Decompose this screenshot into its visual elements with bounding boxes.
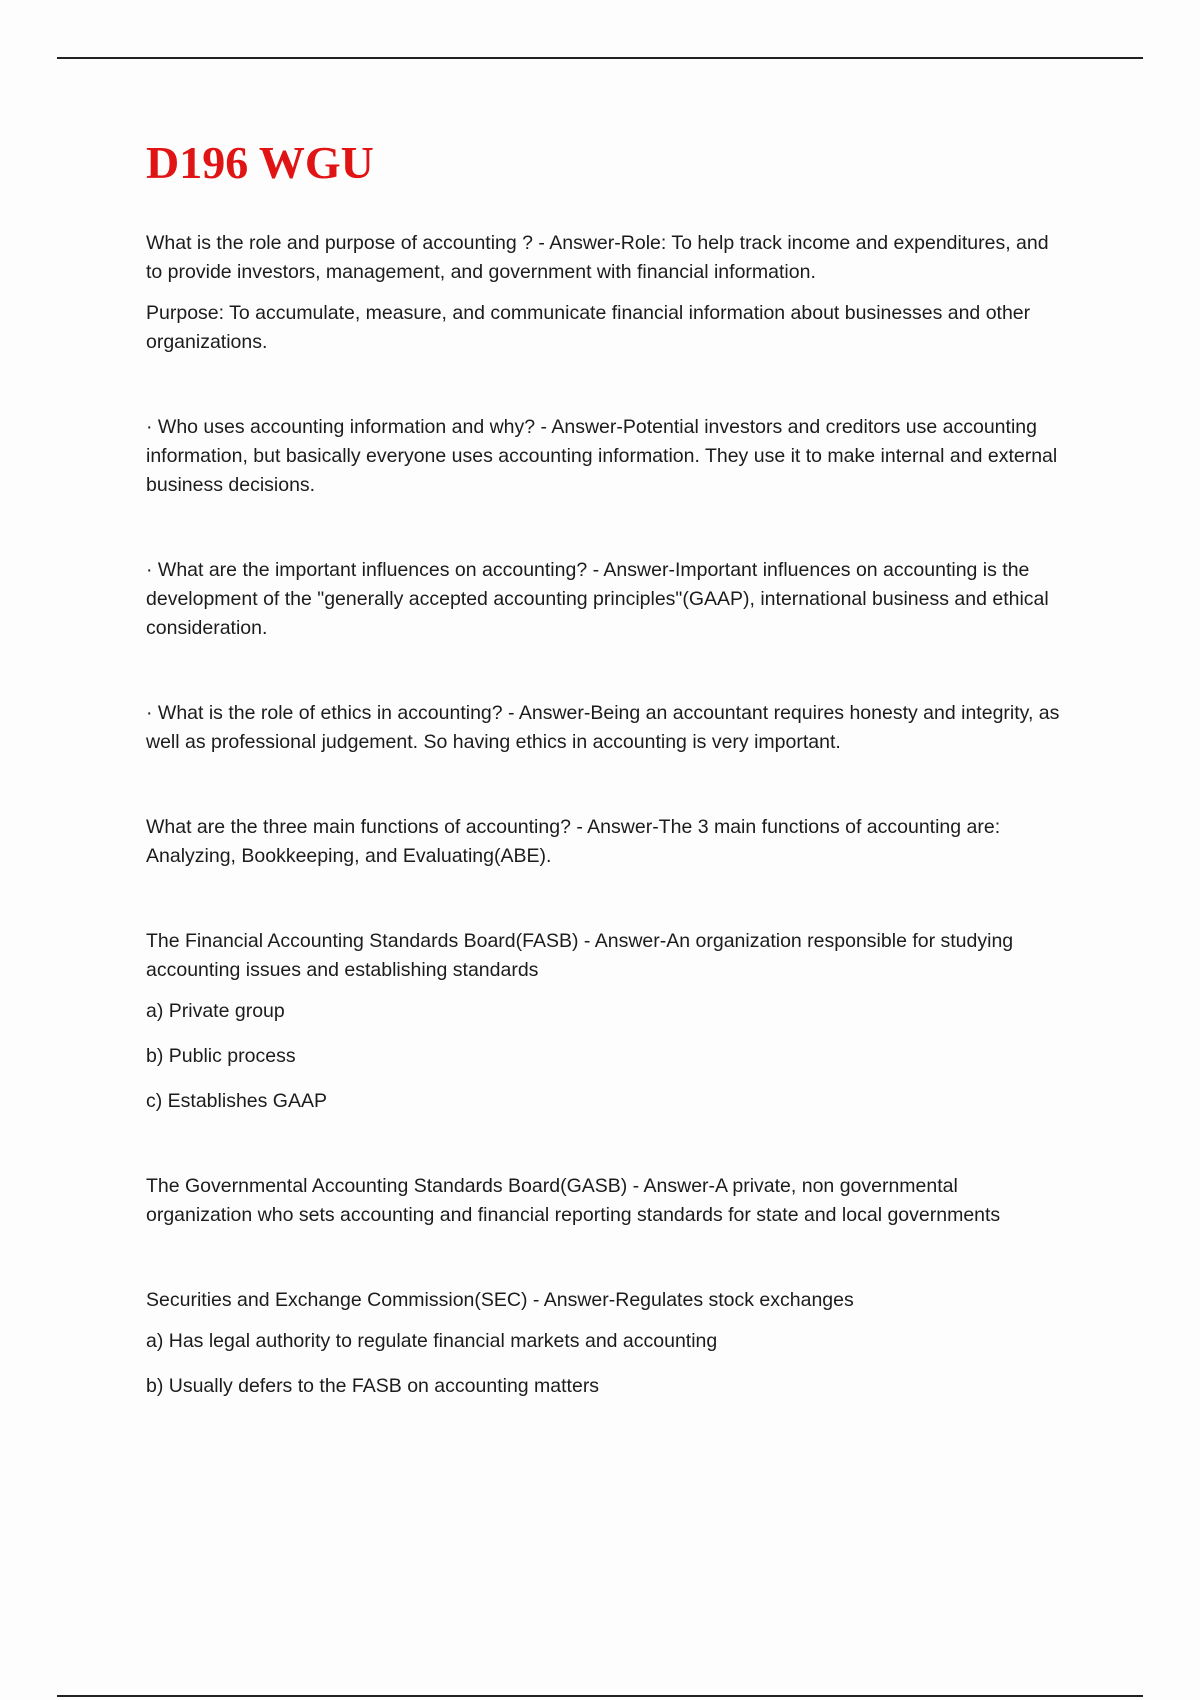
qa-entry [146, 1286, 1066, 1401]
list-item: b) Usually defers to the FASB on accounting matters [146, 1374, 600, 1397]
qa-entry [146, 413, 1066, 500]
list-item: a) Has legal authority to regulate financial markets and accounting [146, 1329, 718, 1352]
list-item: c) Establishes GAAP [146, 1089, 327, 1112]
qa-entry [146, 1172, 1066, 1230]
document-title: D196 WGU [146, 137, 374, 188]
qa-entry [146, 699, 1066, 757]
qa-entry [146, 556, 1066, 643]
top-rule [57, 57, 1143, 59]
answer-continuation: Purpose: To accumulate, measure, and communicate financial information about businesses and other organizations. [146, 301, 1031, 353]
question-answer-text: · Who uses accounting information and why? - Answer-Potential investors and creditors use accounting information, but basically everyone uses accounting information. They use it to make internal and external business decisions. [146, 415, 1058, 496]
list-item: b) Public process [146, 1044, 296, 1067]
question-answer-text: The Financial Accounting Standards Board(FASB) - Answer-An organization responsible for studying accounting issues and establishing standards [146, 929, 1014, 981]
question-answer-text: · What is the role of ethics in accounting? - Answer-Being an accountant requires honesty and integrity, as well as professional judgement. So having ethics in accounting is very important. [146, 701, 1060, 753]
question-answer-text: What is the role and purpose of accounting ? - Answer-Role: To help track income and expenditures, and to provide investors, management, and government with financial information. [146, 231, 1049, 283]
question-answer-text: The Governmental Accounting Standards Board(GASB) - Answer-A private, non governmental organization who sets accounting and financial reporting standards for state and local governments [146, 1174, 1001, 1226]
question-answer-text: What are the three main functions of accounting? - Answer-The 3 main functions of accounting are: Analyzing, Bookkeeping, and Evaluating(ABE). [146, 815, 1001, 867]
list-item: a) Private group [146, 999, 285, 1022]
bottom-rule [57, 1695, 1143, 1697]
question-answer-text: Securities and Exchange Commission(SEC) - Answer-Regulates stock exchanges [146, 1288, 854, 1311]
qa-entry [146, 927, 1066, 1116]
question-answer-text: · What are the important influences on accounting? - Answer-Important influences on accounting is the development of the "generally accepted accounting principles"(GAAP), international business and ethical consideration. [146, 558, 1049, 639]
document-body [146, 138, 1066, 1457]
qa-entry [146, 813, 1066, 871]
qa-entry [146, 229, 1066, 357]
